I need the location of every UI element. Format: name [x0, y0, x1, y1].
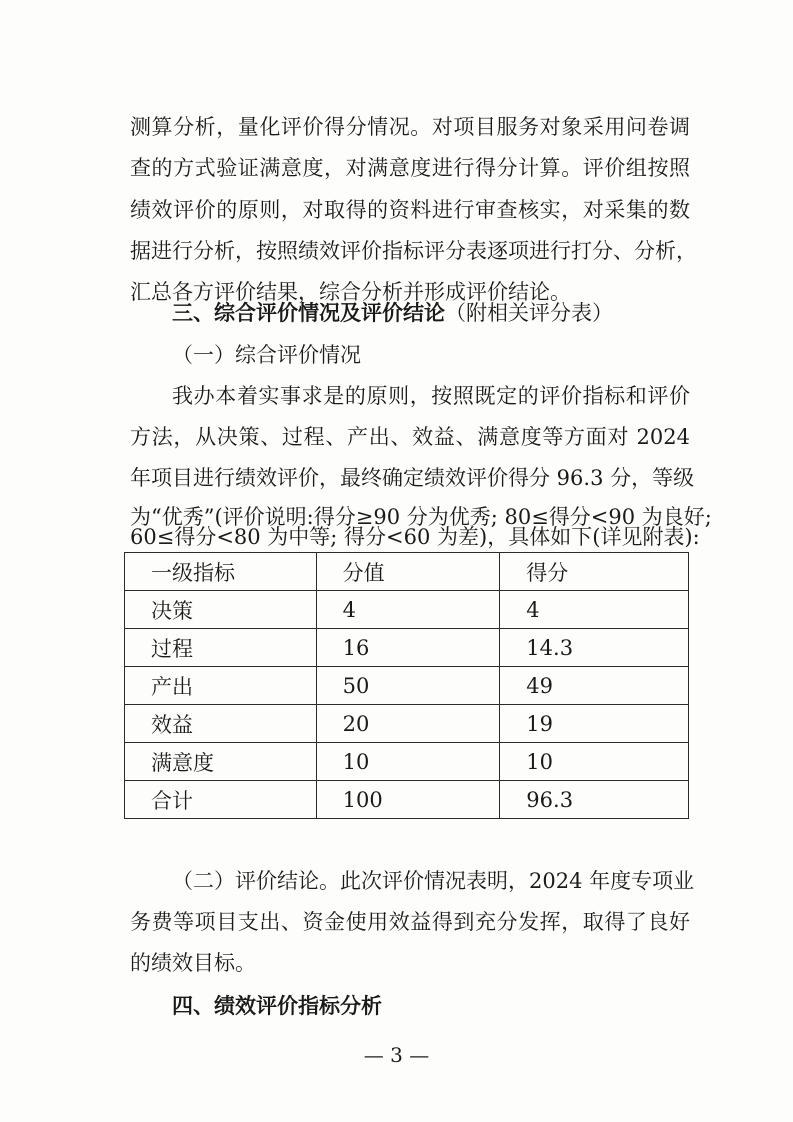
- table-cell: 10: [500, 743, 689, 781]
- table-cell: 满意度: [125, 743, 317, 781]
- table-cell: 产出: [125, 667, 317, 705]
- paragraph-line: 测算分析，量化评价得分情况。对项目服务对象采用问卷调: [130, 115, 690, 139]
- table-header-row: [125, 553, 689, 591]
- table-cell: 10: [316, 743, 500, 781]
- score-table: [124, 552, 689, 819]
- table-cell: 50: [316, 667, 500, 705]
- table-cell: 效益: [125, 705, 317, 743]
- section-title: 三、综合评价情况及评价结论: [172, 300, 445, 325]
- section-heading: 四、绩效评价指标分析: [172, 993, 382, 1018]
- table-header-cell: 分值: [316, 553, 500, 591]
- paragraph-line: 的绩效目标。: [130, 951, 256, 975]
- table-cell: 4: [500, 591, 689, 629]
- table-cell: 决策: [125, 591, 317, 629]
- table-header-cell: 一级指标: [125, 553, 317, 591]
- paragraph-line: 我办本着实事求是的原则，按照既定的评价指标和评价: [172, 384, 690, 408]
- table-row: [125, 743, 689, 781]
- table-cell: 16: [316, 629, 500, 667]
- table-row: [125, 705, 689, 743]
- paragraph-line: 汇总各方评价结果，综合分析并形成评价结论。: [130, 280, 571, 304]
- paragraph-line: （二）评价结论。此次评价情况表明，2024 年度专项业: [172, 869, 695, 893]
- paragraph-line: 绩效评价的原则，对取得的资料进行审查核实，对采集的数: [130, 198, 690, 222]
- paragraph-line: 据进行分析，按照绩效评价指标评分表逐项进行打分、分析，: [130, 239, 697, 263]
- page-number: — 3 —: [363, 1043, 430, 1067]
- paragraph-line: 方法，从决策、过程、产出、效益、满意度等方面对 2024: [130, 425, 690, 449]
- table-cell: 20: [316, 705, 500, 743]
- paragraph-line: 查的方式验证满意度，对满意度进行得分计算。评价组按照: [130, 156, 690, 180]
- table-cell: 100: [316, 781, 500, 819]
- table-row: [125, 591, 689, 629]
- table-cell: 过程: [125, 629, 317, 667]
- table-cell: 49: [500, 667, 689, 705]
- section-heading: [172, 296, 690, 330]
- table-header-cell: 得分: [500, 553, 689, 591]
- paragraph-line: 年项目进行绩效评价，最终确定绩效评价得分 96.3 分，等级: [130, 466, 695, 490]
- paragraph-line: 为“优秀”(评价说明:得分≥90 分为优秀; 80≤得分<90 为良好;: [130, 505, 712, 529]
- table-cell: 14.3: [500, 629, 689, 667]
- subsection-heading: （一）综合评价情况: [172, 343, 361, 367]
- table-cell: 96.3: [500, 781, 689, 819]
- paragraph-line: 60≤得分<80 为中等; 得分<60 为差)，具体如下(详见附表):: [130, 525, 700, 549]
- table-cell: 4: [316, 591, 500, 629]
- table-cell: 19: [500, 705, 689, 743]
- table-cell: 合计: [125, 781, 317, 819]
- table-row: [125, 629, 689, 667]
- paragraph-line: 务费等项目支出、资金使用效益得到充分发挥，取得了良好: [130, 910, 690, 934]
- section-note: （附相关评分表）: [445, 301, 613, 325]
- table-row: [125, 781, 689, 819]
- table-row: [125, 667, 689, 705]
